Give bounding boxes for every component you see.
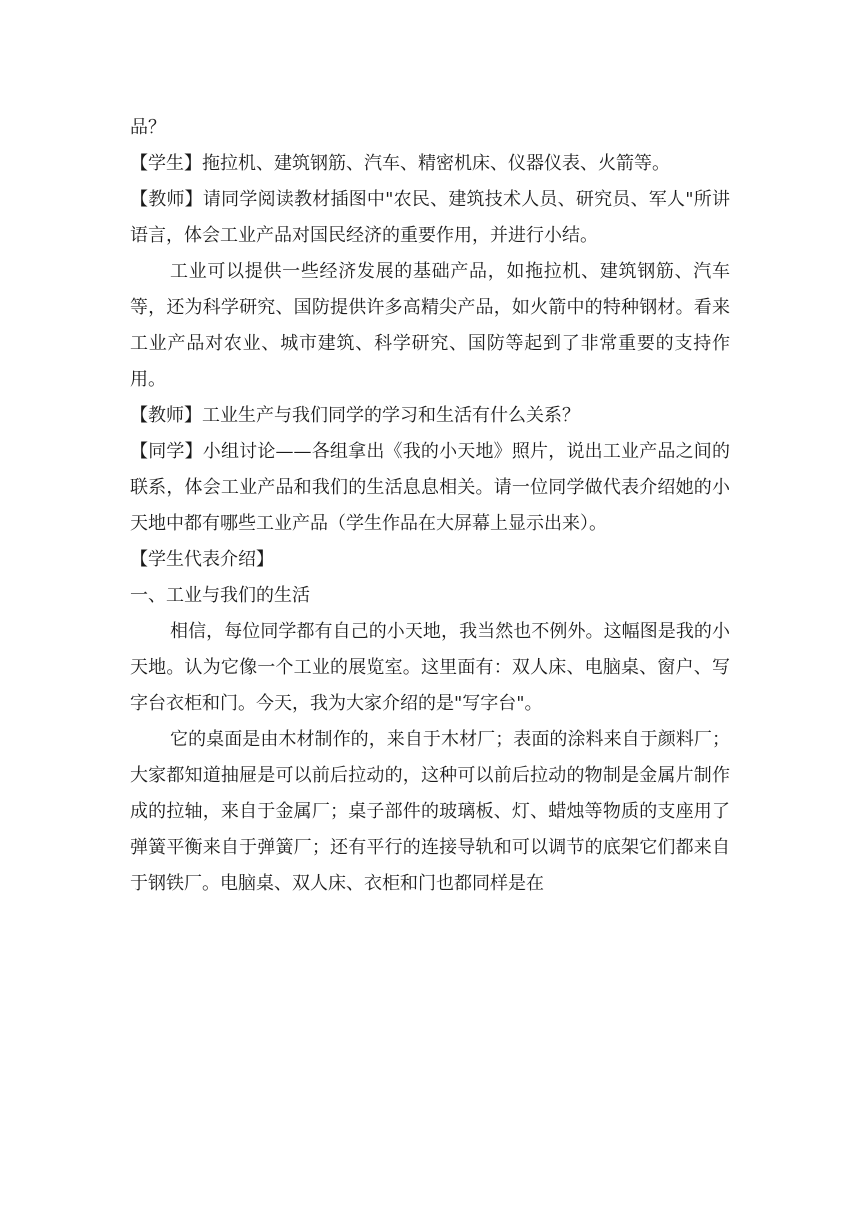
- paragraph-1: 品？: [130, 117, 166, 138]
- paragraph-2: 【学生】拖拉机、建筑钢筋、汽车、精密机床、仪器仪表、火箭等。: [130, 153, 670, 174]
- paragraph-3: 【教师】请同学阅读教材插图中"农民、建筑技术人员、研究员、军人"所讲语言，体会工业产品对国民经济的重要作用，并进行小结。: [130, 189, 730, 246]
- paragraph-7: 【学生代表介绍】: [130, 549, 274, 570]
- paragraph-9: 相信，每位同学都有自己的小天地，我当然也不例外。这幅图是我的小天地。认为它像一个工业的展览室。这里面有：双人床、电脑桌、窗户、写字台衣柜和门。今天，我为大家介绍的是"写字台"。: [130, 621, 730, 714]
- section-heading: 一、工业与我们的生活: [130, 585, 310, 606]
- paragraph-4: 工业可以提供一些经济发展的基础产品，如拖拉机、建筑钢筋、汽车等，还为科学研究、国防提供许多高精尖产品，如火箭中的特种钢材。看来工业产品对农业、城市建筑、科学研究、国防等起到了非常重要的支持作用。: [130, 261, 730, 390]
- paragraph-6: 【同学】小组讨论——各组拿出《我的小天地》照片，说出工业产品之间的联系，体会工业产品和我们的生活息息相关。请一位同学做代表介绍她的小天地中都有哪些工业产品（学生作品在大屏幕上显示出来）。: [130, 441, 730, 534]
- document-body: [130, 110, 730, 902]
- paragraph-10: 它的桌面是由木材制作的，来自于木材厂；表面的涂料来自于颜料厂；大家都知道抽屉是可以前后拉动的，这种可以前后拉动的物制是金属片制作成的拉轴，来自于金属厂；桌子部件的玻璃板、灯、蜡烛等物质的支座用了弹簧平衡来自于弹簧厂；还有平行的连接导轨和可以调节的底架它们都来自于钢铁厂。电脑桌、双人床、衣柜和门也都同样是在: [130, 729, 730, 894]
- paragraph-5: 【教师】工业生产与我们同学的学习和生活有什么关系？: [130, 405, 580, 426]
